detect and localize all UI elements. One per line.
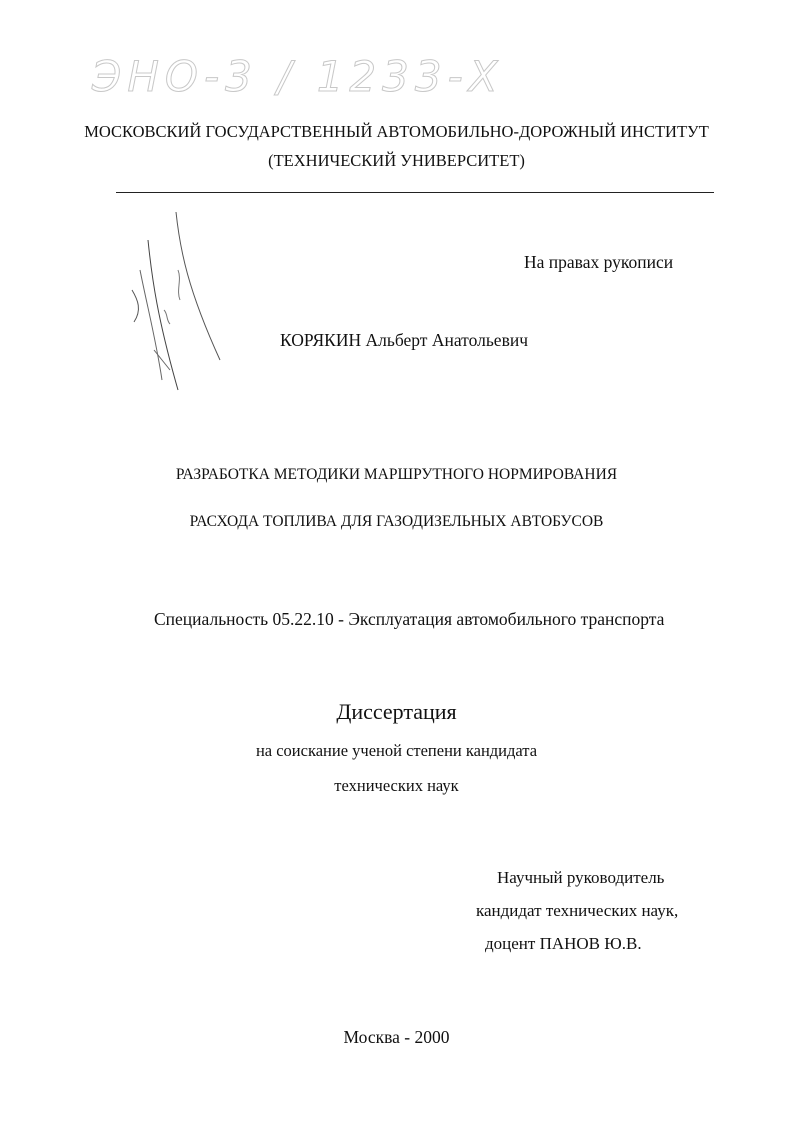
degree-line-2: технических наук (334, 776, 459, 795)
manuscript-rights-note: На правах рукописи (524, 252, 674, 272)
header-divider (116, 192, 714, 193)
author-name: КОРЯКИН Альберт Анатольевич (280, 330, 528, 350)
thesis-title-line-2: РАСХОДА ТОПЛИВА ДЛЯ ГАЗОДИЗЕЛЬНЫХ АВТОБУСОВ (189, 513, 604, 530)
supervisor-degree: кандидат технических наук, (476, 901, 679, 920)
thesis-title-line-1: РАЗРАБОТКА МЕТОДИКИ МАРШРУТНОГО НОРМИРОВАНИЯ (175, 466, 618, 483)
institution-subtitle: (ТЕХНИЧЕСКИЙ УНИВЕРСИТЕТ) (268, 151, 525, 170)
degree-line-1: на соискание ученой степени кандидата (255, 741, 538, 760)
supervisor-role: Научный руководитель (497, 868, 665, 887)
place-and-year: Москва - 2000 (343, 1027, 450, 1047)
archive-stamp: ЭНО-3 / 1233-Х (92, 52, 504, 101)
specialty: Специальность 05.22.10 - Эксплуатация автомобильного транспорта (154, 609, 665, 629)
supervisor-name: доцент ПАНОВ Ю.В. (485, 934, 642, 953)
handwritten-signature (118, 210, 228, 400)
institution-name: МОСКОВСКИЙ ГОСУДАРСТВЕННЫЙ АВТОМОБИЛЬНО-ДОРОЖНЫЙ ИНСТИТУТ (84, 122, 709, 141)
work-type: Диссертация (336, 699, 457, 724)
